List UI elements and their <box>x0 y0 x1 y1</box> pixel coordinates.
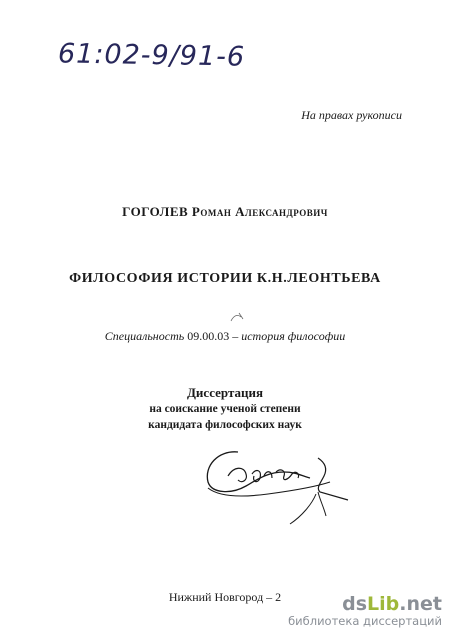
dissertation-title: ФИЛОСОФИЯ ИСТОРИИ К.Н.ЛЕОНТЬЕВА <box>69 271 381 286</box>
specialty-label: Специальность <box>104 329 185 343</box>
handwritten-archive-number: 61:02-9/91-6 <box>57 38 246 73</box>
dslib-watermark <box>288 594 442 628</box>
degree-line-1: на соискание ученой степени <box>149 403 301 415</box>
specialty-separator: – <box>232 329 239 343</box>
logo-net: .net <box>399 593 442 615</box>
handwritten-signature <box>198 432 358 532</box>
author-surname: ГОГОЛЕВ <box>122 204 189 219</box>
rights-note: На правах рукописи <box>301 108 402 122</box>
dissertation-heading: Диссертация <box>186 385 264 400</box>
stray-pen-mark <box>228 311 248 325</box>
dissertation-block <box>0 385 450 433</box>
city-year: Нижний Новгород – 2 <box>168 590 282 604</box>
watermark-subtitle: библиотека диссертаций <box>288 614 442 628</box>
specialty-line <box>0 329 450 344</box>
specialty-code: 09.00.03 <box>187 329 230 343</box>
dslib-logo <box>288 594 442 614</box>
author-name <box>0 204 450 220</box>
author-given-names: Роман Александрович <box>191 204 328 219</box>
logo-ds: ds <box>342 593 368 615</box>
specialty-name: история философии <box>241 329 346 343</box>
logo-lib: Lib <box>367 593 400 615</box>
degree-line-2: кандидата философских наук <box>148 419 302 431</box>
